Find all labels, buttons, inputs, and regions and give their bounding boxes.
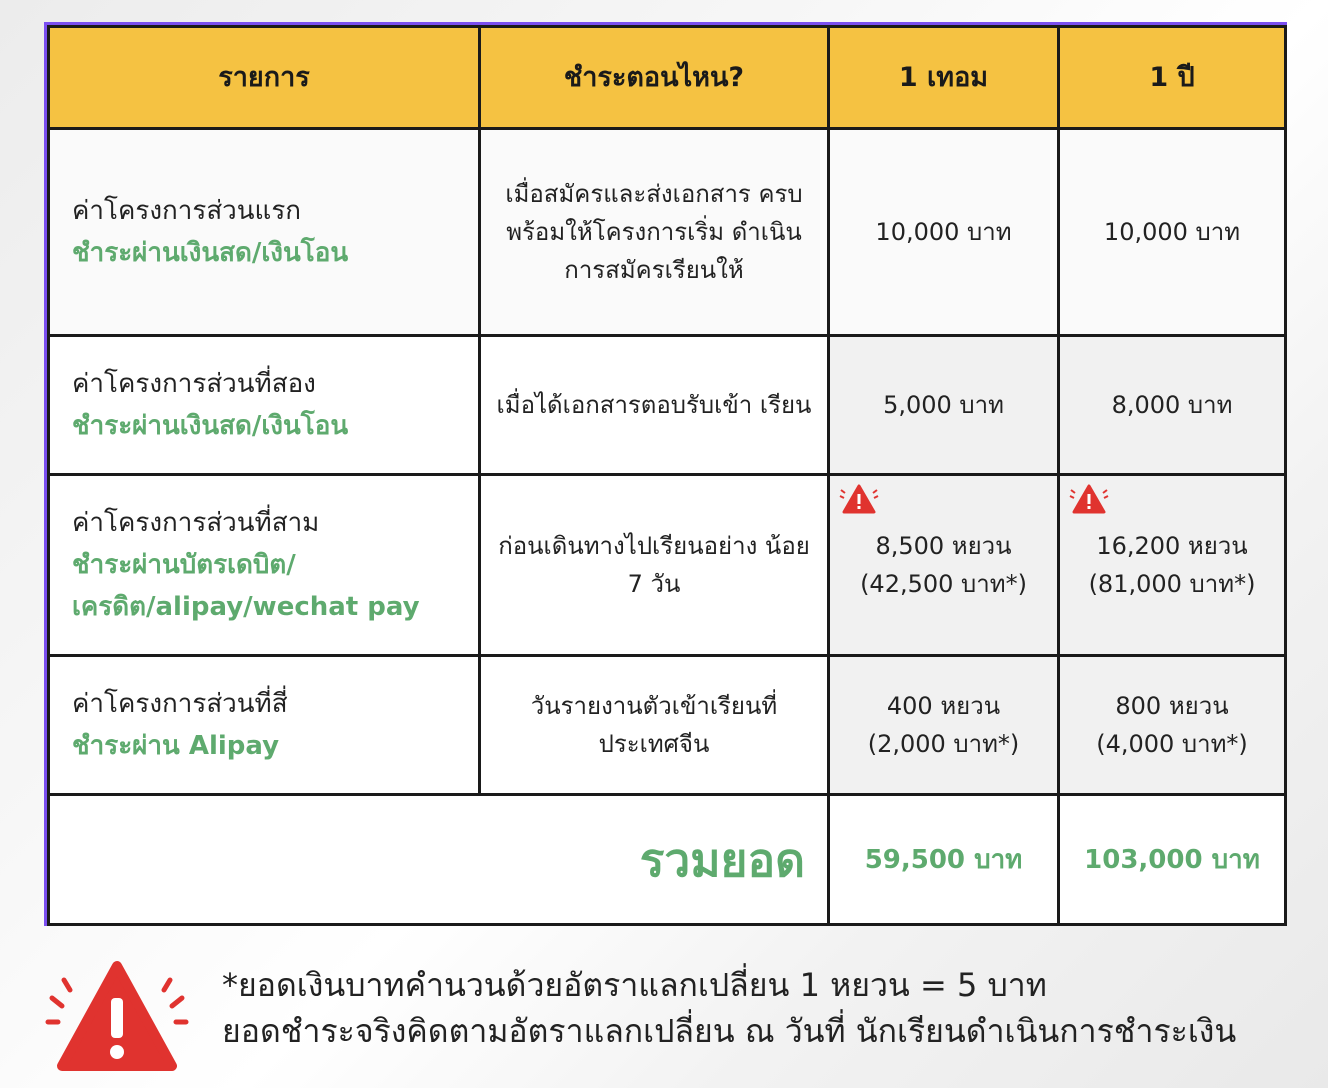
amount-cny: 16,200 หยวน (1096, 532, 1248, 560)
warning-icon (1068, 482, 1110, 516)
row-item-cell (49, 656, 480, 795)
row-item-cell (49, 475, 480, 656)
header-year: 1 ปี (1059, 27, 1286, 129)
row-when: เมื่อได้เอกสารตอบรับเข้า เรียน (480, 336, 829, 475)
total-row (49, 795, 1286, 925)
row-term-amount: 5,000 บาท (829, 336, 1059, 475)
table-row (49, 129, 1286, 336)
row-when: เมื่อสมัครและส่งเอกสาร ครบ พร้อมให้โครงการเริ่ม ดำเนินการสมัครเรียนให้ (480, 129, 829, 336)
fee-table-frame (44, 22, 1287, 926)
amount-cny: 8,500 หยวน (875, 532, 1012, 560)
note-line-1: *ยอดเงินบาทคำนวนด้วยอัตราแลกเปลี่ยน 1 หยวน = 5 บาท (222, 966, 1047, 1004)
row-payment-method: ชำระผ่าน Alipay (72, 731, 280, 761)
row-year-amount: 10,000 บาท (1059, 129, 1286, 336)
amount-thb: (4,000 บาท*) (1096, 730, 1248, 758)
exchange-rate-note (222, 962, 1236, 1054)
header-term: 1 เทอม (829, 27, 1059, 129)
row-payment-method: ชำระผ่านบัตรเดบิต/ เครดิต/alipay/wechat pay (72, 550, 420, 622)
warning-icon (838, 482, 880, 516)
total-term: 59,500 บาท (829, 795, 1059, 925)
amount-cny: 800 หยวน (1115, 692, 1229, 720)
amount-thb: (42,500 บาท*) (860, 570, 1027, 598)
table-row (49, 475, 1286, 656)
row-year-amount: 8,000 บาท (1059, 336, 1286, 475)
total-label: รวมยอด (49, 795, 829, 925)
amount-cny: 400 หยวน (886, 692, 1001, 720)
warning-icon (44, 958, 190, 1076)
row-payment-method: ชำระผ่านเงินสด/เงินโอน (72, 411, 349, 441)
row-term-amount (829, 656, 1059, 795)
row-year-amount (1059, 656, 1286, 795)
table-row (49, 336, 1286, 475)
total-year: 103,000 บาท (1059, 795, 1286, 925)
row-payment-method: ชำระผ่านเงินสด/เงินโอน (72, 238, 349, 268)
row-term-amount (829, 475, 1059, 656)
fee-table (47, 25, 1287, 926)
row-title: ค่าโครงการส่วนที่สี่ (72, 689, 288, 719)
table-row (49, 656, 1286, 795)
row-when: ก่อนเดินทางไปเรียนอย่าง น้อย 7 วัน (480, 475, 829, 656)
row-when: วันรายงานตัวเข้าเรียนที่ ประเทศจีน (480, 656, 829, 795)
header-item: รายการ (49, 27, 480, 129)
row-year-amount (1059, 475, 1286, 656)
amount-thb: (2,000 บาท*) (867, 730, 1020, 758)
row-title: ค่าโครงการส่วนแรก (72, 196, 302, 226)
table-header-row (49, 27, 1286, 129)
row-term-amount: 10,000 บาท (829, 129, 1059, 336)
row-item-cell (49, 129, 480, 336)
note-line-2: ยอดชำระจริงคิดตามอัตราแลกเปลี่ยน ณ วันที่ นักเรียนดำเนินการชำระเงิน (222, 1012, 1237, 1050)
row-item-cell (49, 336, 480, 475)
amount-thb: (81,000 บาท*) (1088, 570, 1256, 598)
row-title: ค่าโครงการส่วนที่สอง (72, 369, 316, 399)
header-when: ชำระตอนไหน? (480, 27, 829, 129)
row-title: ค่าโครงการส่วนที่สาม (72, 508, 320, 538)
